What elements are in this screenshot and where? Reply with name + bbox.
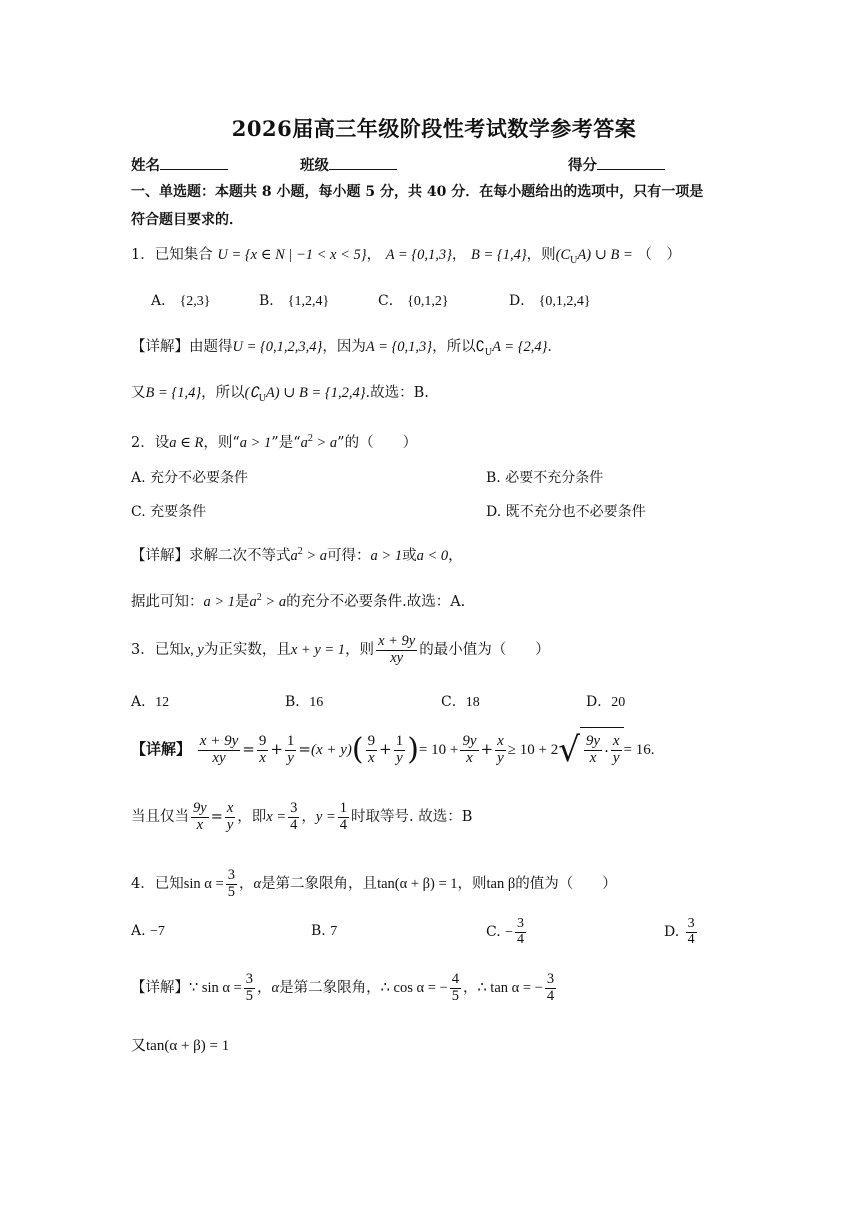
math: α — [253, 876, 262, 892]
option-letter: B. — [311, 923, 326, 939]
q2-detail-line2 — [131, 587, 465, 613]
math: 2 — [297, 546, 303, 557]
math: ∴ tan α = − — [477, 980, 543, 996]
q1-ask-prefix: 则 — [541, 247, 556, 263]
class-field — [300, 155, 397, 177]
numerator: x — [497, 732, 504, 749]
math: U = {0,1,2,3,4} — [232, 339, 323, 355]
math: A = {2,4} — [492, 339, 548, 355]
math: a > 1 — [370, 547, 403, 564]
class-blank[interactable] — [329, 155, 397, 170]
denominator: 4 — [687, 931, 695, 947]
fraction — [450, 972, 461, 1003]
fraction — [225, 801, 235, 832]
math: a < 0 — [416, 547, 449, 564]
denominator: x — [259, 749, 266, 766]
option-value: {2,3} — [179, 294, 211, 309]
numerator: 3 — [687, 915, 695, 931]
q2-option-c[interactable] — [131, 501, 206, 523]
text: 3．已知 — [131, 642, 184, 658]
math: ∴ cos α = − — [380, 980, 448, 996]
text: 或 — [402, 547, 417, 564]
option-letter: C． — [378, 293, 403, 309]
option-letter: D． — [509, 293, 535, 309]
math: α — [271, 980, 280, 996]
numerator: 3 — [227, 867, 235, 884]
denominator: y — [287, 749, 294, 766]
text: ， — [238, 876, 254, 892]
question-3-stem — [131, 630, 550, 670]
q3-fraction — [376, 634, 417, 665]
math: tan(α + β) = 1 — [146, 1038, 230, 1054]
text: 是第二象限角，且 — [261, 876, 378, 892]
text: 4．已知 — [131, 876, 184, 892]
option-letter: C． — [441, 694, 466, 710]
option-value: {1,2,4} — [287, 294, 330, 309]
left-paren: ( — [351, 732, 364, 767]
numerator: x + 9y — [378, 633, 416, 650]
math: a ∈ R — [169, 434, 204, 451]
option-letter: B． — [259, 293, 284, 309]
option-value: 7 — [330, 924, 338, 939]
math: − — [505, 925, 514, 940]
q1-prefix: 1．已知集合 — [131, 247, 213, 263]
q1-ask-rest: A) ∪ B = — [577, 247, 633, 263]
q1-set-u: U = {x ∈ N | −1 < x < 5} — [217, 247, 367, 263]
math: (∁ — [244, 385, 259, 401]
math: A = {0,1,3} — [365, 339, 433, 355]
denominator: xy — [390, 649, 404, 666]
radical-sign: √ — [558, 729, 580, 770]
page-title: 2026届高三年级阶段性考试数学参考答案 — [231, 116, 637, 141]
q4-option-d[interactable] — [664, 912, 699, 952]
math: U — [258, 392, 266, 404]
math: 2 — [256, 592, 262, 603]
option-letter: C. — [486, 924, 501, 940]
option-value: 必要不充分条件 — [505, 470, 604, 486]
math: = — [210, 809, 223, 825]
option-letter: A. — [131, 470, 146, 486]
math: x = — [266, 809, 287, 825]
question-4-stem — [131, 864, 617, 904]
option-value: {0,1,2,4} — [538, 294, 591, 309]
q2-detail-line1 — [131, 541, 463, 567]
numerator: x — [226, 800, 234, 817]
q4-detail-line1 — [131, 968, 558, 1008]
option-letter: A. — [131, 923, 146, 939]
math: = — [242, 740, 255, 758]
text: ， — [448, 547, 463, 564]
math: 2 — [307, 433, 313, 444]
numerator: 9 — [367, 732, 376, 749]
fraction — [460, 734, 478, 767]
fraction — [515, 917, 526, 947]
numerator: 3 — [290, 800, 298, 817]
q1-detail-line2 — [131, 382, 429, 410]
fraction — [257, 734, 269, 767]
fraction — [198, 734, 240, 767]
math: + — [480, 740, 494, 758]
q3-detail-line1 — [131, 726, 654, 774]
text: ， — [462, 980, 478, 996]
q1-ask-sub: U — [570, 254, 578, 266]
option-value: 充分不必要条件 — [150, 470, 249, 486]
text: .故选：B. — [365, 385, 429, 401]
math: y = — [315, 809, 336, 825]
question-1-stem: 1．已知集合 U = {x ∈ N | −1 < x < 5}， A = {0,1,3}， B = {1,4}，则$(C_UA)$ ∪ B = （ ） — [131, 247, 681, 266]
text: 的充分不必要条件.故选：A. — [286, 593, 466, 610]
text: 的值为（ ） — [515, 876, 617, 892]
numerator: 3 — [546, 971, 555, 988]
option-letter: D. — [664, 924, 680, 940]
text: 据此可知： — [131, 593, 204, 610]
fraction — [584, 734, 602, 767]
q3-option-b[interactable] — [285, 691, 323, 714]
denominator: 5 — [245, 987, 254, 1004]
text: ，即 — [237, 809, 267, 825]
option-letter: D. — [486, 504, 502, 520]
text: ， — [257, 980, 272, 996]
text: 又 — [131, 385, 146, 401]
numerator: x + 9y — [199, 732, 239, 749]
text: 是 — [235, 593, 250, 610]
text: ，因为 — [322, 339, 366, 355]
option-letter: A． — [131, 694, 156, 710]
denominator: y — [226, 816, 234, 833]
option-value: 既不充分也不必要条件 — [505, 504, 646, 520]
score-field — [568, 155, 665, 177]
option-value: 16 — [309, 695, 324, 710]
text: ”的（ ） — [337, 434, 418, 451]
denominator: x — [196, 816, 204, 833]
fraction — [285, 734, 297, 767]
option-value: 18 — [465, 695, 480, 710]
numerator: 9y — [462, 732, 477, 749]
math: sin α = — [183, 876, 224, 892]
text: 为正实数，且 — [203, 642, 291, 658]
q1-detail-line1 — [131, 336, 562, 364]
section-heading-line1: 一、单选题：本题共 8 小题，每小题 5 分，共 40 分．在每小题给出的选项中，只有一项是 — [131, 184, 704, 200]
class-label: 班级 — [300, 157, 329, 174]
math: tan(α + β) = 1 — [377, 876, 458, 892]
math: x + y = 1 — [290, 642, 346, 658]
fraction — [226, 868, 237, 899]
q4-option-a[interactable] — [131, 920, 165, 943]
fraction — [495, 734, 506, 767]
text: ，则“ — [203, 434, 240, 451]
right-paren: ) — [407, 732, 419, 767]
text: 求解二次不等式 — [189, 547, 291, 564]
option-value: 20 — [611, 695, 626, 710]
numerator: 9y — [585, 733, 601, 750]
math: a > 1 — [239, 434, 272, 451]
q2-option-a[interactable] — [131, 467, 248, 489]
q2-option-b[interactable] — [486, 467, 603, 489]
detail-label: 【详解】 — [131, 740, 192, 758]
text: 是第二象限角， — [279, 980, 381, 996]
q3-option-c[interactable] — [441, 691, 480, 714]
text: ， — [301, 809, 316, 825]
square-root — [558, 727, 623, 774]
text: ，则 — [457, 876, 487, 892]
q1-ask-expr: (C — [555, 247, 571, 263]
denominator: x — [589, 750, 597, 766]
fraction — [288, 801, 299, 832]
q1-option-a[interactable] — [151, 290, 211, 313]
text: ，则 — [345, 642, 375, 658]
math: = — [298, 740, 311, 758]
q1-set-a: A = {0,1,3} — [385, 247, 452, 263]
text: 可得： — [327, 547, 371, 564]
detail-label: 【详解】 — [131, 547, 189, 564]
math: · — [604, 741, 609, 760]
text: 又 — [131, 1036, 147, 1054]
math: tan β — [486, 876, 516, 892]
math: = 10 + — [418, 742, 459, 758]
question-2-stem — [131, 428, 417, 454]
section-heading-line2: 符合题目要求的． — [131, 212, 243, 228]
math: = 16. — [623, 742, 655, 758]
denominator: 4 — [290, 816, 298, 833]
fraction — [338, 801, 349, 832]
text: 的最小值为（ ） — [419, 642, 550, 658]
option-value: {0,1,2} — [407, 294, 449, 309]
option-letter: A． — [151, 293, 176, 309]
fraction — [191, 801, 209, 832]
text: ，所以 — [201, 385, 245, 401]
numerator: 1 — [339, 800, 347, 817]
q3-option-a[interactable] — [131, 691, 169, 714]
numerator: 3 — [245, 971, 254, 988]
name-label: 姓名 — [131, 157, 160, 174]
math: + — [379, 740, 392, 758]
math: ∵ sin α = — [189, 980, 242, 996]
denominator: 5 — [227, 883, 235, 900]
text: ”是“ — [271, 434, 301, 451]
denominator: y — [396, 749, 403, 766]
q2-option-d[interactable] — [486, 501, 646, 523]
score-blank[interactable] — [597, 155, 665, 170]
math: ∁ — [475, 339, 485, 355]
option-value: 充要条件 — [150, 504, 207, 520]
name-field — [131, 155, 228, 177]
denominator: y — [612, 750, 620, 766]
denominator: 5 — [451, 987, 459, 1004]
math: x, y — [183, 642, 204, 658]
option-letter: B． — [285, 694, 310, 710]
denominator: 4 — [339, 816, 347, 833]
math: > a — [312, 434, 338, 451]
radicand — [580, 727, 624, 774]
numerator: 4 — [451, 971, 459, 988]
q1-set-b: B = {1,4} — [471, 247, 527, 263]
numerator: 3 — [517, 915, 525, 931]
option-letter: D． — [586, 694, 612, 710]
text: ． — [547, 339, 562, 355]
numerator: x — [612, 733, 620, 750]
q1-answer-blank: （ ） — [637, 247, 681, 263]
text: ，所以 — [432, 339, 476, 355]
text: 2．设 — [131, 434, 170, 451]
q4-detail-line2 — [131, 1034, 229, 1057]
detail-label: 【详解】 — [131, 980, 189, 996]
q4-option-b[interactable] — [311, 920, 337, 943]
score-label: 得分 — [568, 157, 597, 174]
q3-option-d[interactable] — [586, 691, 625, 714]
option-letter: C. — [131, 504, 146, 520]
math: ≥ 10 + 2 — [507, 742, 559, 758]
name-blank[interactable] — [160, 155, 228, 170]
fraction — [545, 972, 556, 1003]
denominator: y — [497, 749, 504, 766]
q1-option-b[interactable] — [259, 290, 329, 313]
math: + — [270, 740, 283, 758]
option-letter: B. — [486, 470, 501, 486]
denominator: 4 — [546, 987, 555, 1004]
fraction — [611, 734, 622, 767]
math: > a — [302, 547, 328, 564]
option-value: 12 — [155, 695, 170, 710]
numerator: 1 — [395, 732, 404, 749]
fraction — [366, 734, 378, 767]
math: a > 1 — [203, 593, 236, 610]
math: A) ∪ B = {1,2,4} — [265, 385, 366, 401]
q1-option-d[interactable] — [509, 290, 591, 313]
text: 当且仅当 — [131, 809, 189, 825]
math: a — [249, 593, 257, 610]
math: U — [484, 346, 493, 358]
denominator: 4 — [517, 931, 525, 947]
math: B = {1,4} — [145, 385, 202, 401]
text: 由题得 — [189, 339, 233, 355]
q4-option-c[interactable] — [486, 912, 528, 953]
math: (x + y) — [310, 742, 352, 758]
q1-option-c[interactable] — [378, 290, 449, 313]
math: > a — [261, 593, 287, 610]
fraction — [394, 734, 406, 767]
denominator: x — [368, 749, 375, 766]
fraction — [244, 972, 255, 1003]
denominator: x — [466, 749, 473, 766]
numerator: 1 — [286, 732, 295, 749]
fraction — [686, 917, 697, 947]
denominator: xy — [212, 749, 226, 766]
numerator: 9y — [193, 800, 207, 817]
math: a — [290, 547, 298, 564]
text: 时取等号. 故选：B — [351, 809, 473, 825]
math: a — [300, 434, 308, 451]
detail-label: 【详解】 — [131, 339, 189, 355]
option-value: −7 — [150, 924, 165, 939]
numerator: 9 — [258, 732, 267, 749]
q3-detail-line2 — [131, 797, 472, 837]
